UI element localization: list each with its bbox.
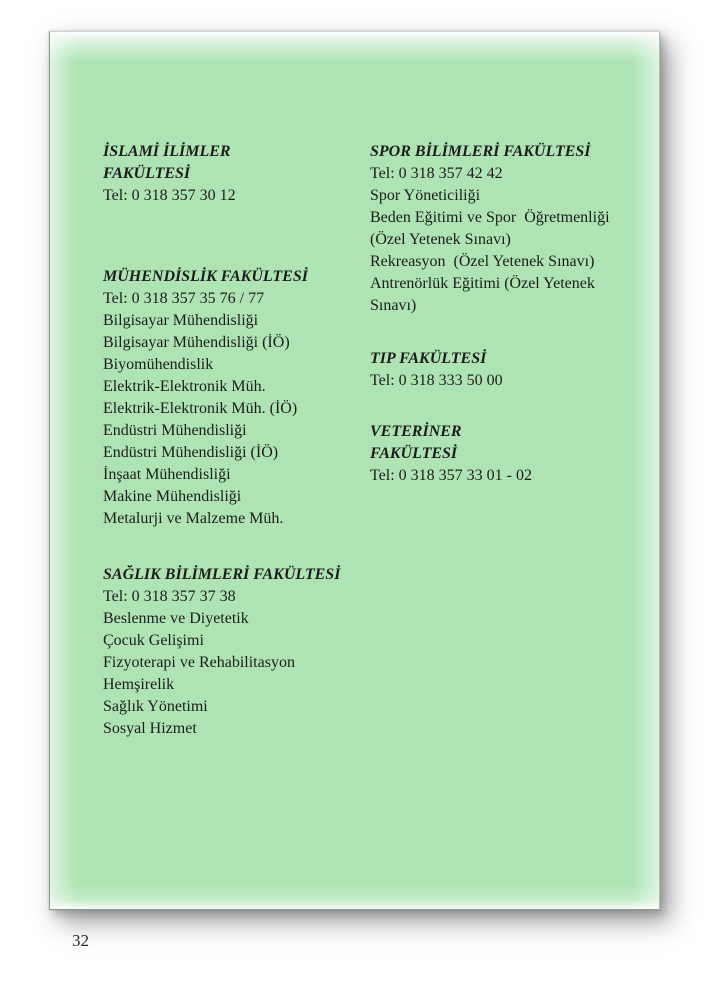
department-line: Hemşirelik — [103, 676, 175, 693]
faculty-tel: Tel: 0 318 357 30 12 — [103, 187, 236, 204]
faculty-title-line: TIP FAKÜLTESİ — [370, 350, 487, 367]
department-line: Endüstri Mühendisliği (İÖ) — [103, 444, 279, 461]
green-panel — [49, 31, 660, 910]
department-line: Endüstri Mühendisliği — [103, 422, 247, 439]
department-line: Beslenme ve Diyetetik — [103, 610, 249, 627]
department-line: Antrenörlük Eğitimi (Özel Yetenek — [370, 275, 595, 292]
faculty-section-saglik-bilimleri — [103, 564, 385, 740]
faculty-tel: Tel: 0 318 357 37 38 — [103, 588, 236, 605]
right-column — [370, 141, 658, 487]
page-number: 32 — [72, 931, 89, 950]
faculty-tel: Tel: 0 318 357 33 01 - 02 — [370, 467, 532, 484]
department-line: Sağlık Yönetimi — [103, 698, 208, 715]
department-line: Bilgisayar Mühendisliği (İÖ) — [103, 334, 290, 351]
faculty-section-veteriner — [370, 421, 658, 487]
left-column — [103, 141, 385, 740]
faculty-section-muhendislik — [103, 266, 385, 530]
faculty-title-line: FAKÜLTESİ — [370, 445, 458, 462]
faculty-section-tip — [370, 348, 658, 392]
department-line: Makine Mühendisliği — [103, 488, 242, 505]
faculty-tel: Tel: 0 318 357 42 42 — [370, 165, 503, 182]
faculty-title-line: FAKÜLTESİ — [103, 165, 191, 182]
department-line: Sosyal Hizmet — [103, 720, 197, 737]
department-line: Elektrik-Elektronik Müh. — [103, 378, 266, 395]
department-line: Bilgisayar Mühendisliği — [103, 312, 259, 329]
faculty-title-line: SPOR BİLİMLERİ FAKÜLTESİ — [370, 143, 591, 160]
faculty-title-line: İSLAMİ İLİMLER — [103, 143, 231, 160]
department-line: Çocuk Gelişimi — [103, 632, 204, 649]
faculty-section-islami-ilimler — [103, 141, 385, 207]
faculty-tel: Tel: 0 318 357 35 76 / 77 — [103, 290, 265, 307]
faculty-title-line: VETERİNER — [370, 423, 462, 440]
department-line: Biyomühendislik — [103, 356, 214, 373]
faculty-title-line: MÜHENDİSLİK FAKÜLTESİ — [103, 268, 308, 285]
department-line: Fizyoterapi ve Rehabilitasyon — [103, 654, 295, 671]
department-line: Sınavı) — [370, 297, 417, 314]
faculty-section-spor-bilimleri — [370, 141, 658, 317]
faculty-tel: Tel: 0 318 333 50 00 — [370, 372, 503, 389]
department-line: Rekreasyon (Özel Yetenek Sınavı) — [370, 253, 595, 270]
department-line: Elektrik-Elektronik Müh. (İÖ) — [103, 400, 298, 417]
department-line: Metalurji ve Malzeme Müh. — [103, 510, 284, 527]
faculty-title-line: SAĞLIK BİLİMLERİ FAKÜLTESİ — [103, 566, 341, 583]
department-line: Spor Yöneticiliği — [370, 187, 481, 204]
department-line: Beden Eğitimi ve Spor Öğretmenliği — [370, 209, 610, 226]
department-line: İnşaat Mühendisliği — [103, 466, 231, 483]
department-line: (Özel Yetenek Sınavı) — [370, 231, 511, 248]
